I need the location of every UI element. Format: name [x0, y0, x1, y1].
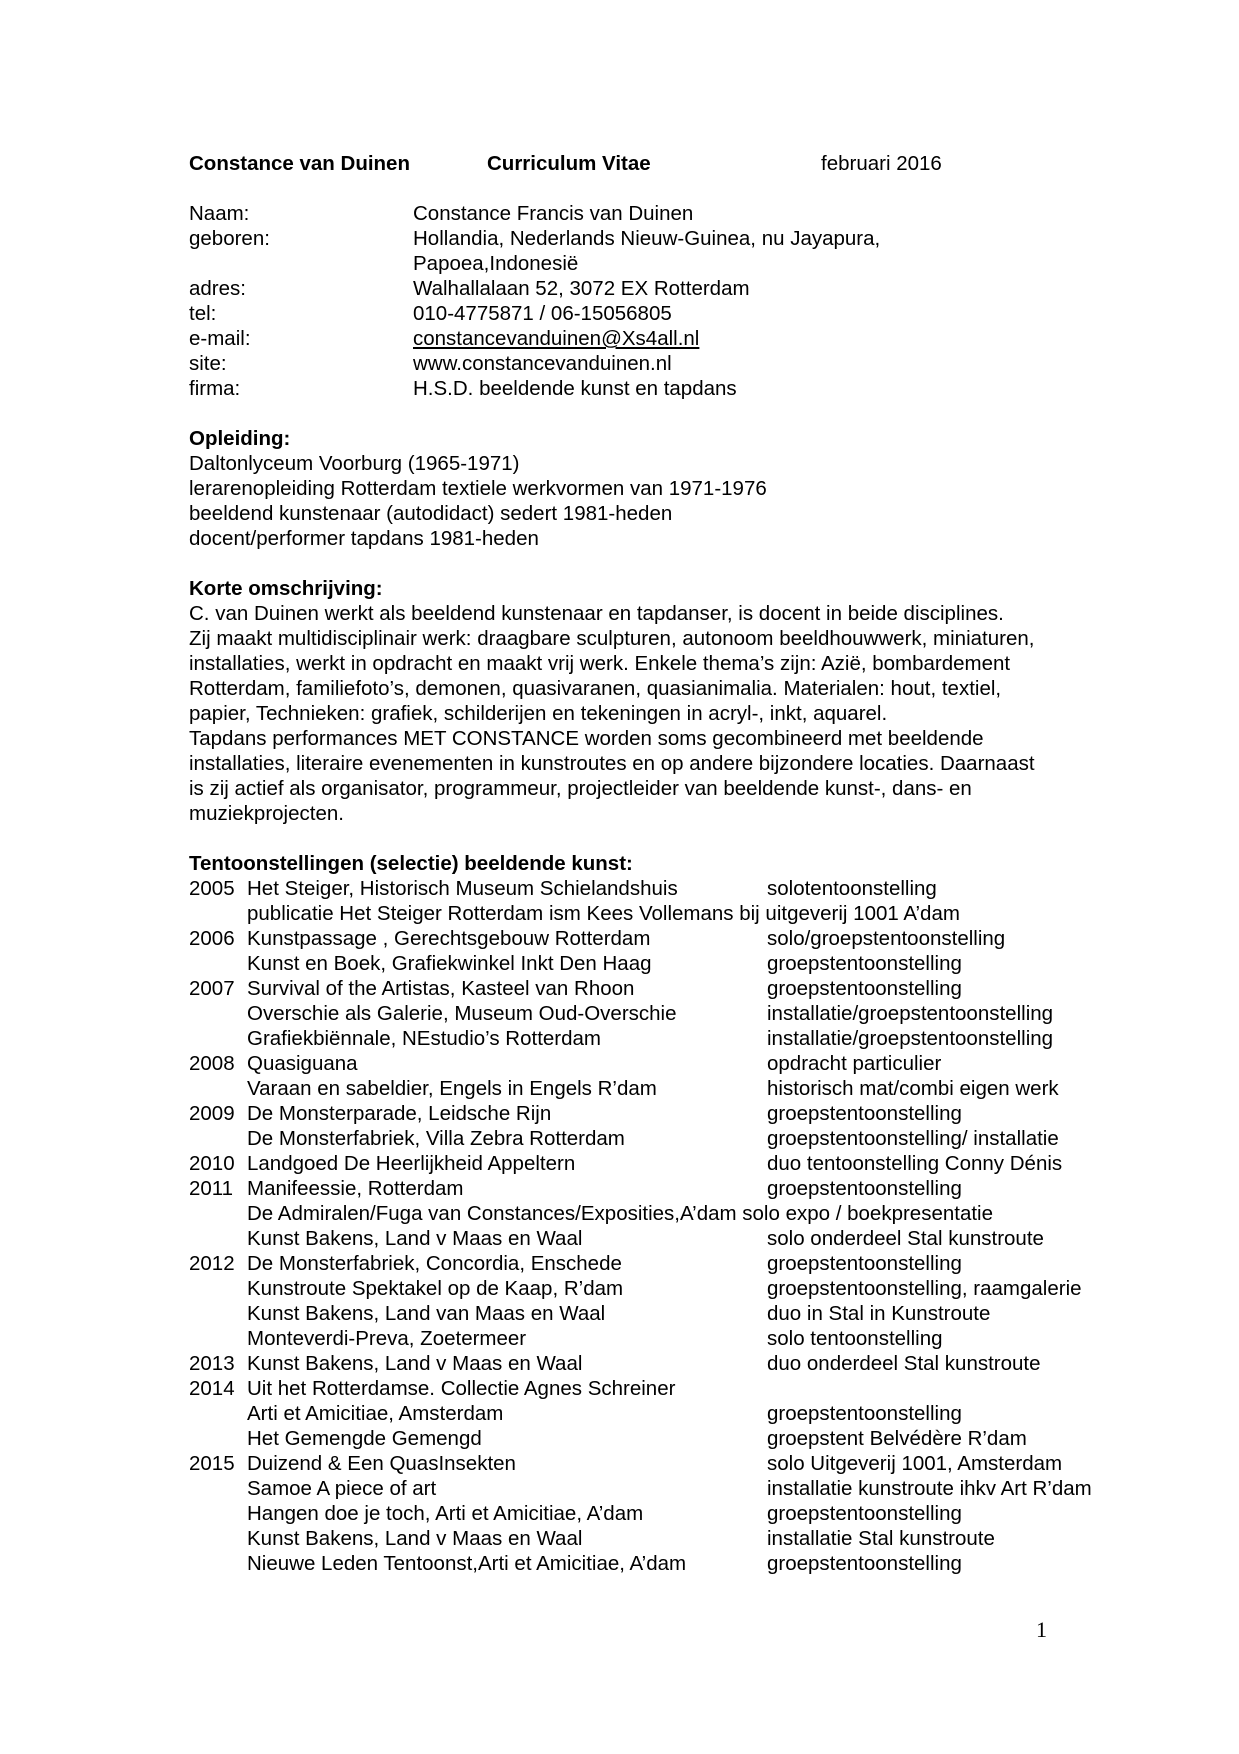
exhibition-type: solo/groepstentoonstelling — [767, 927, 1006, 950]
exhibition-title: De Monsterparade, Leidsche Rijn — [247, 1102, 552, 1125]
exhibition-year — [189, 1301, 247, 1326]
exhibition-type — [767, 901, 1069, 926]
personal-row — [189, 326, 1069, 351]
exhibition-row — [189, 1051, 1069, 1076]
exhibition-year: 2014 — [189, 1377, 235, 1400]
exhibition-row — [189, 1201, 1069, 1226]
exhibition-title: Kunst en Boek, Grafiekwinkel Inkt Den Haag — [247, 952, 652, 975]
description-heading: Korte omschrijving: — [189, 577, 383, 600]
description-line: installaties, literaire evenementen in kunstroutes en op andere bijzondere locaties. Daarnaast — [189, 752, 1035, 775]
description-line: muziekprojecten. — [189, 802, 344, 825]
exhibition-title: De Monsterfabriek, Concordia, Enschede — [247, 1252, 622, 1275]
exhibition-title: Kunst Bakens, Land v Maas en Waal — [247, 1527, 583, 1550]
personal-row — [189, 301, 1069, 326]
exhibition-row — [189, 1401, 1069, 1426]
exhibition-type: groepstentoonstelling — [767, 1102, 962, 1125]
exhibition-row — [189, 1226, 1069, 1251]
exhibition-row — [189, 1476, 1092, 1501]
exhibition-row — [189, 951, 1069, 976]
exhibition-year — [189, 1326, 247, 1351]
description-line: Tapdans performances MET CONSTANCE worden soms gecombineerd met beeldende — [189, 727, 984, 750]
personal-row — [189, 351, 1069, 376]
exhibition-title: Arti et Amicitiae, Amsterdam — [247, 1402, 504, 1425]
exhibition-year — [189, 1551, 247, 1576]
exhibition-year: 2013 — [189, 1352, 235, 1375]
description-line: C. van Duinen werkt als beeldend kunstenaar en tapdanser, is docent in beide disciplines. — [189, 602, 1004, 625]
exhibition-row — [189, 1076, 1069, 1101]
exhibition-year: 2012 — [189, 1252, 235, 1275]
exhibition-row — [189, 1551, 1069, 1576]
exhibition-row — [189, 1326, 1069, 1351]
exhibition-row — [189, 1501, 1069, 1526]
exhibition-type: installatie kunstroute ihkv Art R’dam — [767, 1477, 1092, 1500]
exhibition-type: installatie/groepstentoonstelling — [767, 1027, 1054, 1050]
exhibition-title: Overschie als Galerie, Museum Oud-Overschie — [247, 1002, 677, 1025]
email-link[interactable]: constancevanduinen@Xs4all.nl — [413, 327, 700, 350]
description-line: Rotterdam, familiefoto’s, demonen, quasivaranen, quasianimalia. Materialen: hout, textiel, — [189, 677, 1002, 700]
exhibition-title: De Admiralen/Fuga van Constances/Exposities,A’dam solo expo / boekpresentatie — [247, 1202, 994, 1225]
exhibition-title: publicatie Het Steiger Rotterdam ism Kees Vollemans bij uitgeverij 1001 A’dam — [247, 902, 960, 925]
exhibition-type: solo Uitgeverij 1001, Amsterdam — [767, 1452, 1063, 1475]
exhibition-title: Landgoed De Heerlijkheid Appeltern — [247, 1152, 576, 1175]
exhibition-type: groepstentoonstelling — [767, 1552, 962, 1575]
education-line: beeldend kunstenaar (autodidact) sedert 1981-heden — [189, 502, 673, 525]
personal-row — [189, 226, 1069, 276]
exhibition-row — [189, 1026, 1069, 1051]
exhibition-type: installatie/groepstentoonstelling — [767, 1002, 1054, 1025]
header-date: februari 2016 — [821, 152, 942, 175]
exhibition-year: 2011 — [189, 1177, 234, 1200]
exhibition-title: Duizend & Een QuasInsekten — [247, 1452, 516, 1475]
education-list — [189, 451, 1069, 551]
exhibition-type: solo tentoonstelling — [767, 1327, 943, 1350]
exhibition-type: groepstentoonstelling, raamgalerie — [767, 1277, 1082, 1300]
exhibition-type: groepstentoonstelling — [767, 1252, 962, 1275]
exhibition-title: Monteverdi-Preva, Zoetermeer — [247, 1327, 527, 1350]
exhibition-title: Kunst Bakens, Land v Maas en Waal — [247, 1352, 583, 1375]
exhibition-row — [189, 1526, 1069, 1551]
exhibition-year: 2007 — [189, 977, 235, 1000]
exhibition-year — [189, 1401, 247, 1426]
website-text: www.constancevanduinen.nl — [413, 352, 672, 375]
exhibition-year — [189, 1276, 247, 1301]
exhibition-title: Kunst Bakens, Land van Maas en Waal — [247, 1302, 606, 1325]
exhibition-row — [189, 1151, 1069, 1176]
exhibition-type: duo tentoonstelling Conny Dénis — [767, 1152, 1063, 1175]
exhibition-title: Kunst Bakens, Land v Maas en Waal — [247, 1227, 583, 1250]
personal-row — [189, 276, 1069, 301]
exhibition-year — [189, 1126, 247, 1151]
personal-value: Constance Francis van Duinen — [413, 202, 694, 225]
exhibition-year — [189, 1201, 247, 1226]
exhibition-year — [189, 1476, 247, 1501]
cv-header — [189, 151, 1069, 176]
exhibition-year — [189, 901, 247, 926]
personal-label: adres: — [189, 277, 246, 300]
exhibition-type: opdracht particulier — [767, 1052, 942, 1075]
exhibition-title: Hangen doe je toch, Arti et Amicitiae, A’dam — [247, 1502, 644, 1525]
exhibition-year: 2009 — [189, 1102, 235, 1125]
exhibition-year: 2010 — [189, 1152, 235, 1175]
exhibition-type: groepstent Belvédère R’dam — [767, 1427, 1027, 1450]
exhibition-year: 2008 — [189, 1052, 235, 1075]
exhibition-type: groepstentoonstelling — [767, 1502, 962, 1525]
exhibition-type: solotentoonstelling — [767, 877, 937, 900]
exhibition-type — [767, 1201, 1069, 1226]
exhibition-row — [189, 876, 1069, 901]
exhibition-type: solo onderdeel Stal kunstroute — [767, 1227, 1044, 1250]
exhibition-title: Varaan en sabeldier, Engels in Engels R’dam — [247, 1077, 657, 1100]
exhibition-type: groepstentoonstelling — [767, 977, 962, 1000]
description-text — [189, 601, 1069, 826]
exhibition-row — [189, 1376, 1069, 1401]
personal-value: H.S.D. beeldende kunst en tapdans — [413, 377, 737, 400]
personal-label: tel: — [189, 302, 217, 325]
description-line: installaties, werkt in opdracht en maakt vrij werk. Enkele thema’s zijn: Azië, bombardement — [189, 652, 1011, 675]
exhibition-title: Quasiguana — [247, 1052, 358, 1075]
personal-row — [189, 376, 1069, 401]
exhibition-year — [189, 1501, 247, 1526]
exhibition-year — [189, 1426, 247, 1451]
exhibition-title: De Monsterfabriek, Villa Zebra Rotterdam — [247, 1127, 625, 1150]
exhibition-year — [189, 1226, 247, 1251]
personal-label: Naam: — [189, 202, 250, 225]
exhibition-title: Kunstpassage , Gerechtsgebouw Rotterdam — [247, 927, 651, 950]
exhibitions-heading: Tentoonstellingen (selectie) beeldende kunst: — [189, 852, 633, 875]
education-line: Daltonlyceum Voorburg (1965-1971) — [189, 452, 520, 475]
exhibition-type: duo in Stal in Kunstroute — [767, 1302, 991, 1325]
exhibition-row — [189, 1276, 1082, 1301]
page-number: 1 — [1036, 1617, 1047, 1642]
exhibition-year: 2006 — [189, 927, 235, 950]
exhibition-title: Manifeessie, Rotterdam — [247, 1177, 464, 1200]
personal-details — [189, 201, 1069, 401]
education-line: lerarenopleiding Rotterdam textiele werkvormen van 1971-1976 — [189, 477, 767, 500]
exhibition-type: groepstentoonstelling — [767, 1402, 962, 1425]
exhibition-row — [189, 1101, 1069, 1126]
exhibition-row — [189, 1301, 1069, 1326]
personal-label: firma: — [189, 377, 241, 400]
exhibition-type — [767, 1376, 1069, 1401]
personal-value: Walhallalaan 52, 3072 EX Rotterdam — [413, 277, 750, 300]
exhibition-year — [189, 1026, 247, 1051]
exhibition-year — [189, 1001, 247, 1026]
exhibition-type: installatie Stal kunstroute — [767, 1527, 995, 1550]
exhibition-year: 2015 — [189, 1452, 235, 1475]
exhibition-row — [189, 1176, 1069, 1201]
exhibition-type: groepstentoonstelling — [767, 952, 962, 975]
header-title: Curriculum Vitae — [487, 152, 651, 175]
cv-content — [189, 151, 1092, 1576]
exhibitions-list — [189, 876, 1092, 1576]
exhibition-title: Het Gemengde Gemengd — [247, 1427, 482, 1450]
exhibition-title: Kunstroute Spektakel op de Kaap, R’dam — [247, 1277, 624, 1300]
exhibition-title: Grafiekbiënnale, NEstudio’s Rotterdam — [247, 1027, 601, 1050]
exhibition-type: groepstentoonstelling — [767, 1177, 962, 1200]
exhibition-title: Uit het Rotterdamse. Collectie Agnes Schreiner — [247, 1377, 676, 1400]
personal-value: Papoea,Indonesië — [413, 252, 579, 275]
description-line: is zij actief als organisator, programmeur, projectleider van beeldende kunst-, dans- en — [189, 777, 972, 800]
personal-label: geboren: — [189, 227, 270, 250]
education-line: docent/performer tapdans 1981-heden — [189, 527, 539, 550]
exhibition-type: groepstentoonstelling/ installatie — [767, 1127, 1059, 1150]
personal-row — [189, 201, 1069, 226]
header-name: Constance van Duinen — [189, 152, 410, 175]
exhibition-title: Het Steiger, Historisch Museum Schielandshuis — [247, 877, 678, 900]
personal-value: Hollandia, Nederlands Nieuw-Guinea, nu Jayapura, — [413, 227, 881, 250]
description-line: papier, Technieken: grafiek, schilderijen en tekeningen in acryl-, inkt, aquarel. — [189, 702, 888, 725]
exhibition-row — [189, 1001, 1069, 1026]
exhibition-title: Samoe A piece of art — [247, 1477, 437, 1500]
exhibition-row — [189, 1451, 1069, 1476]
exhibition-title: Survival of the Artistas, Kasteel van Rhoon — [247, 977, 635, 1000]
exhibition-type: historisch mat/combi eigen werk — [767, 1077, 1059, 1100]
exhibition-year — [189, 1076, 247, 1101]
description-line: Zij maakt multidisciplinair werk: draagbare sculpturen, autonoom beeldhouwwerk, miniaturen, — [189, 627, 1035, 650]
exhibition-year — [189, 951, 247, 976]
personal-label: site: — [189, 352, 227, 375]
education-heading: Opleiding: — [189, 427, 291, 450]
exhibition-year — [189, 1526, 247, 1551]
exhibition-row — [189, 1426, 1069, 1451]
exhibition-row — [189, 1126, 1069, 1151]
exhibition-row — [189, 901, 1069, 926]
exhibition-row — [189, 1351, 1069, 1376]
exhibition-row — [189, 1251, 1069, 1276]
exhibition-year: 2005 — [189, 877, 235, 900]
exhibition-row — [189, 926, 1069, 951]
personal-label: e-mail: — [189, 327, 251, 350]
exhibition-type: duo onderdeel Stal kunstroute — [767, 1352, 1041, 1375]
exhibition-row — [189, 976, 1069, 1001]
exhibition-title: Nieuwe Leden Tentoonst,Arti et Amicitiae, A’dam — [247, 1552, 687, 1575]
personal-value: 010-4775871 / 06-15056805 — [413, 302, 672, 325]
